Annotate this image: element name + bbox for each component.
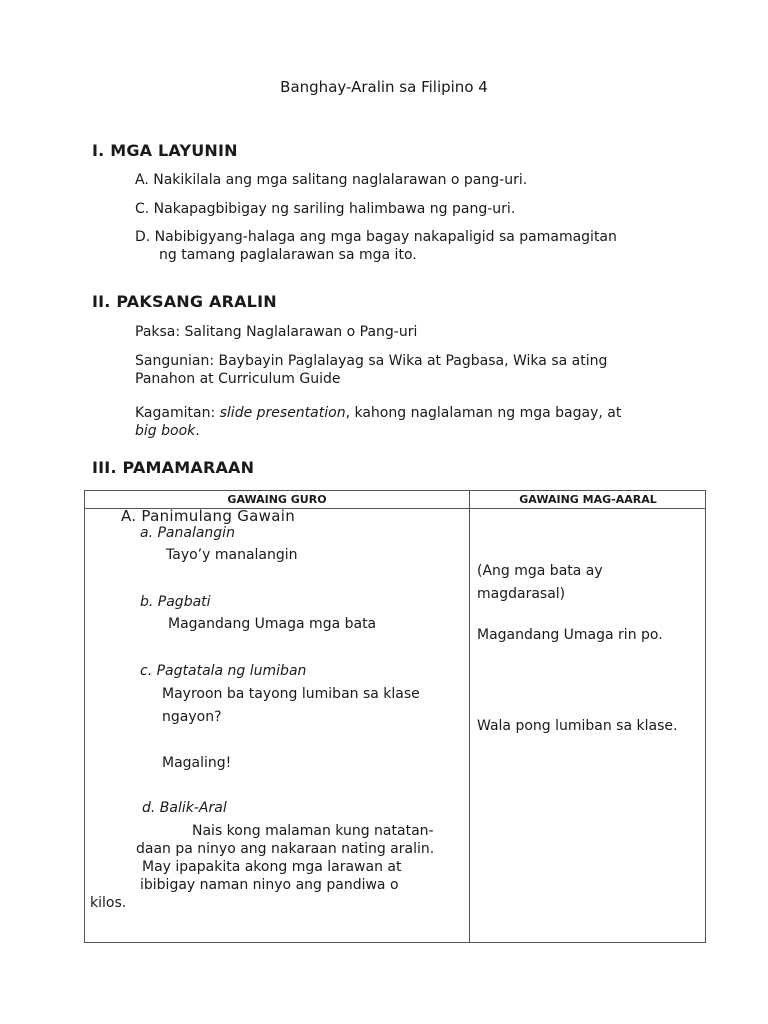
kagamitan-italic-item-2: big book [135, 423, 196, 439]
balik-aral-text-4: ibibigay naman ninyo ang pandiwa o [140, 877, 399, 893]
pagtatala-text-3: Magaling! [162, 755, 232, 771]
pagtatala-text-1: Mayroon ba tayong lumiban sa klase [162, 686, 420, 702]
layunin-item-a: A. Nakikilala ang mga salitang naglalarawan o pang-uri. [135, 172, 528, 188]
layunin-item-d: D. Nabibigyang-halaga ang mga bagay nakapaligid sa pamamagitan [135, 229, 617, 245]
section-heading-layunin: I. MGA LAYUNIN [92, 141, 238, 160]
mag-aaral-response-3: Wala pong lumiban sa klase. [477, 718, 678, 734]
kagamitan-label: Kagamitan: [135, 405, 220, 421]
balik-aral-text-3: May ipapakita akong mga larawan at [142, 859, 402, 875]
panalangin-text: Tayo’y manalangin [166, 547, 298, 563]
mag-aaral-response-1-line-2: magdarasal) [477, 586, 566, 602]
paksa-text: Paksa: Salitang Naglalarawan o Pang-uri [135, 324, 418, 340]
kagamitan-line-2 [135, 423, 200, 439]
balik-aral-text-2: daan pa ninyo ang nakaraan nating aralin. [136, 841, 435, 857]
pagtatala-label: c. Pagtatala ng lumiban [140, 663, 307, 679]
balik-aral-text-5: kilos. [90, 895, 127, 911]
panimulang-gawain-heading: A. Panimulang Gawain [121, 507, 295, 525]
document-title: Banghay-Aralin sa Filipino 4 [280, 78, 488, 96]
layunin-item-d-continuation: ng tamang paglalarawan sa mga ito. [159, 247, 417, 263]
panalangin-label: a. Panalangin [140, 525, 235, 541]
kagamitan-line-1 [135, 405, 621, 421]
kagamitan-italic-item: slide presentation [219, 405, 346, 421]
mag-aaral-response-2: Magandang Umaga rin po. [477, 627, 663, 643]
pagbati-text: Magandang Umaga mga bata [168, 616, 377, 632]
pagtatala-text-2: ngayon? [162, 709, 222, 725]
balik-aral-text-1: Nais kong malaman kung natatan- [192, 823, 434, 839]
kagamitan-rest-2: . [195, 423, 200, 439]
section-heading-pamamaraan: III. PAMAMARAAN [92, 458, 255, 477]
pagbati-label: b. Pagbati [140, 594, 211, 610]
sangunian-line-2: Panahon at Curriculum Guide [135, 371, 341, 387]
kagamitan-rest: , kahong naglalaman ng mga bagay, at [345, 405, 622, 421]
sangunian-line-1: Sangunian: Baybayin Paglalayag sa Wika at Pagbasa, Wika sa ating [135, 353, 608, 369]
column-header-guro: GAWAING GURO [227, 493, 327, 506]
column-divider [469, 491, 470, 942]
section-heading-paksang-aralin: II. PAKSANG ARALIN [92, 292, 277, 311]
mag-aaral-response-1-line-1: (Ang mga bata ay [477, 563, 603, 579]
balik-aral-label: d. Balik-Aral [142, 800, 227, 816]
layunin-item-c: C. Nakapagbibigay ng sariling halimbawa ng pang-uri. [135, 201, 516, 217]
column-header-mag-aaral: GAWAING MAG-AARAL [519, 493, 657, 506]
